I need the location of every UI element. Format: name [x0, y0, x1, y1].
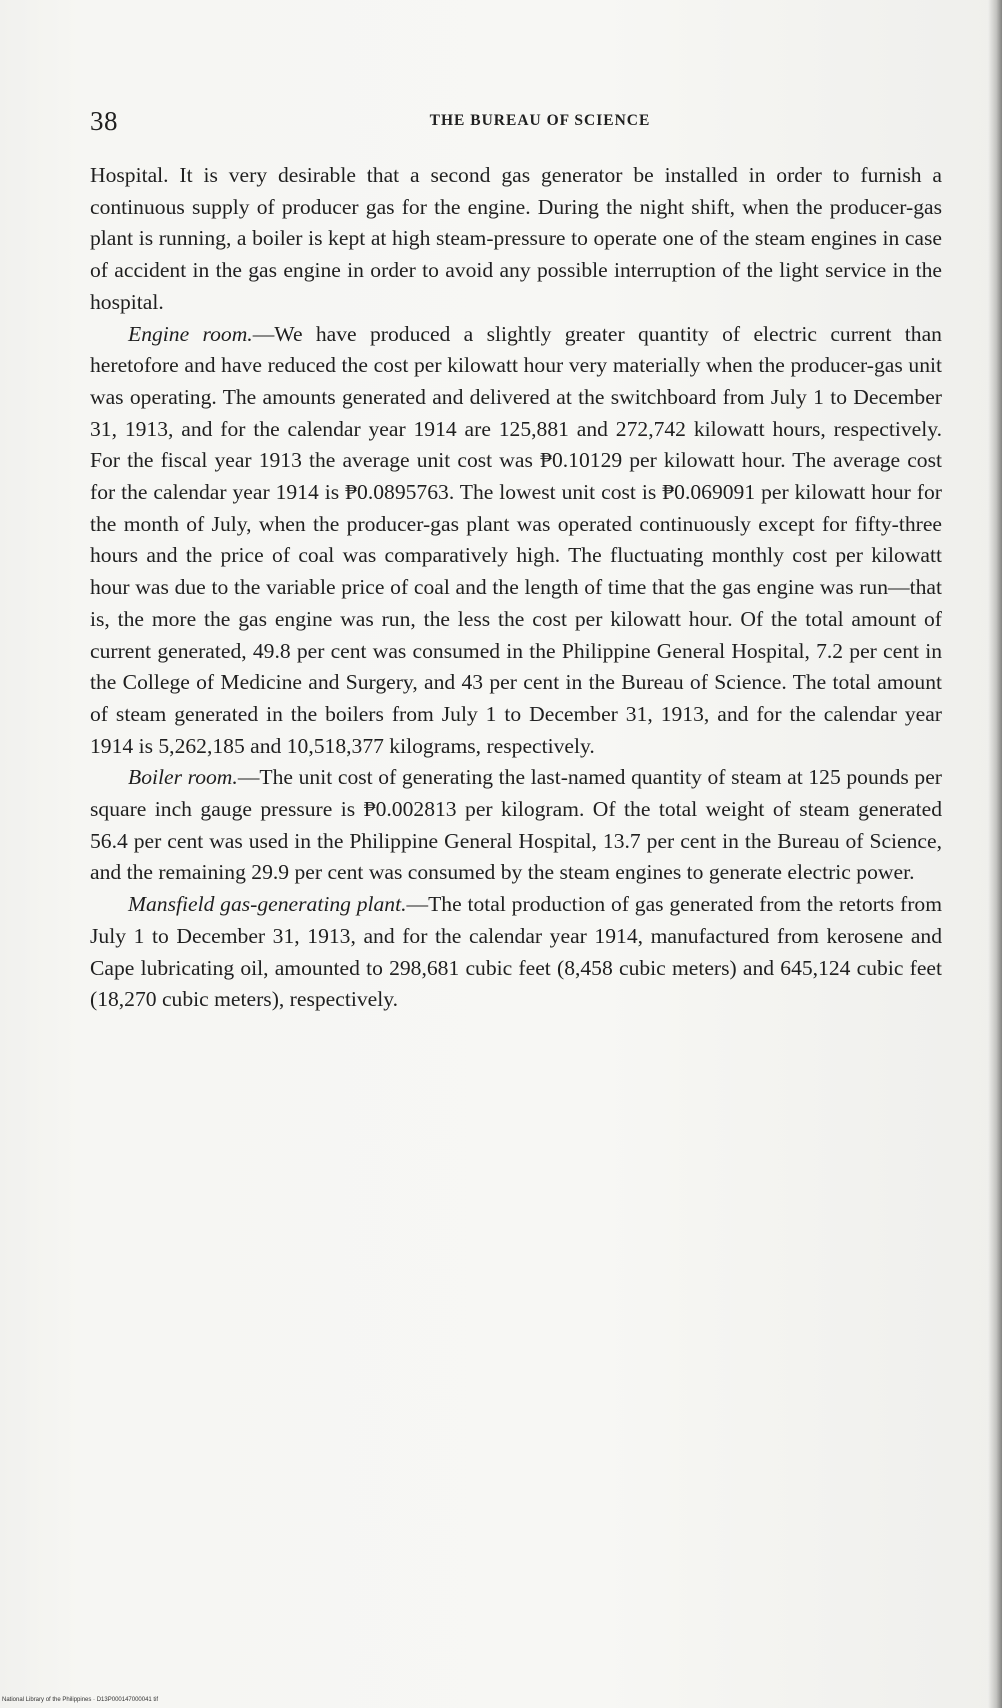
paragraph-hospital: [90, 160, 942, 319]
paragraph-text: —We have produced a slightly greater quantity of electric current than heretofore and have reduced the cost per kilowatt hour very materially when the producer-gas unit was operating. The amounts generated and delivered at the switchboard from July 1 to December 31, 1913, and for the calendar year 1914 are 125,881 and 272,742 kilowatt hours, respectively. For the fiscal year 1913 the average unit cost was ₱0.10129 per kilowatt hour. The average cost for the calendar year 1914 is ₱0.0895763. The lowest unit cost is ₱0.069091 per kilowatt hour for the month of July, when the producer-gas plant was operated continuously except for fifty-three hours and the price of coal was comparatively high. The fluctuating monthly cost per kilowatt hour was due to the variable price of coal and the length of time that the gas engine was run—that is, the more the gas engine was run, the less the cost per kilowatt hour. Of the total amount of current generated, 49.8 per cent was consumed in the Philippine General Hospital, 7.2 per cent in the College of Medicine and Surgery, and 43 per cent in the Bureau of Science. The total amount of steam generated in the boilers from July 1 to December 31, 1913, and for the calendar year 1914 is 5,262,185 and 10,518,377 kilograms, respectively.: [90, 321, 942, 758]
page-edge-shadow: [988, 0, 1002, 1708]
paragraph-mansfield-plant: [90, 889, 942, 1016]
paragraph-heading: Engine room.: [128, 321, 253, 346]
paragraph-text: —The total production of gas generated from the retorts from July 1 to December 31, 1913, and for the calendar year 1914, manufactured from kerosene and Cape lubricating oil, amounted to 298,681 cubic feet (8,458 cubic meters) and 645,124 cubic feet (18,270 cubic meters), respectively.: [90, 892, 942, 1012]
paragraph-text: Hospital. It is very desirable that a second gas generator be installed in order to furnish a continuous supply of producer gas for the engine. During the night shift, when the producer-gas plant is running, a boiler is kept at high steam-pressure to operate one of the steam engines in case of accident in the gas engine in order to avoid any possible interruption of the light service in the hospital.: [90, 163, 942, 314]
scan-footer-note: National Library of the Philippines · D13P000147000041 tif: [2, 1697, 159, 1703]
running-title: THE BUREAU OF SCIENCE: [429, 112, 651, 129]
page-number: 38: [90, 106, 118, 136]
paragraph-engine-room: [90, 319, 942, 763]
paragraph-heading: Boiler room.: [128, 765, 238, 790]
body-text: [90, 160, 942, 1016]
paragraph-text: —The unit cost of generating the last-named quantity of steam at 125 pounds per square inch gauge pressure is ₱0.002813 per kilogram. Of the total weight of steam generated 56.4 per cent was used in the Philippine General Hospital, 13.7 per cent in the Bureau of Science, and the remaining 29.9 per cent was consumed by the steam engines to generate electric power.: [90, 765, 942, 885]
paragraph-boiler-room: [90, 762, 942, 889]
page-header: [90, 106, 930, 140]
paragraph-heading: Mansfield gas-generating plant.: [128, 892, 407, 917]
